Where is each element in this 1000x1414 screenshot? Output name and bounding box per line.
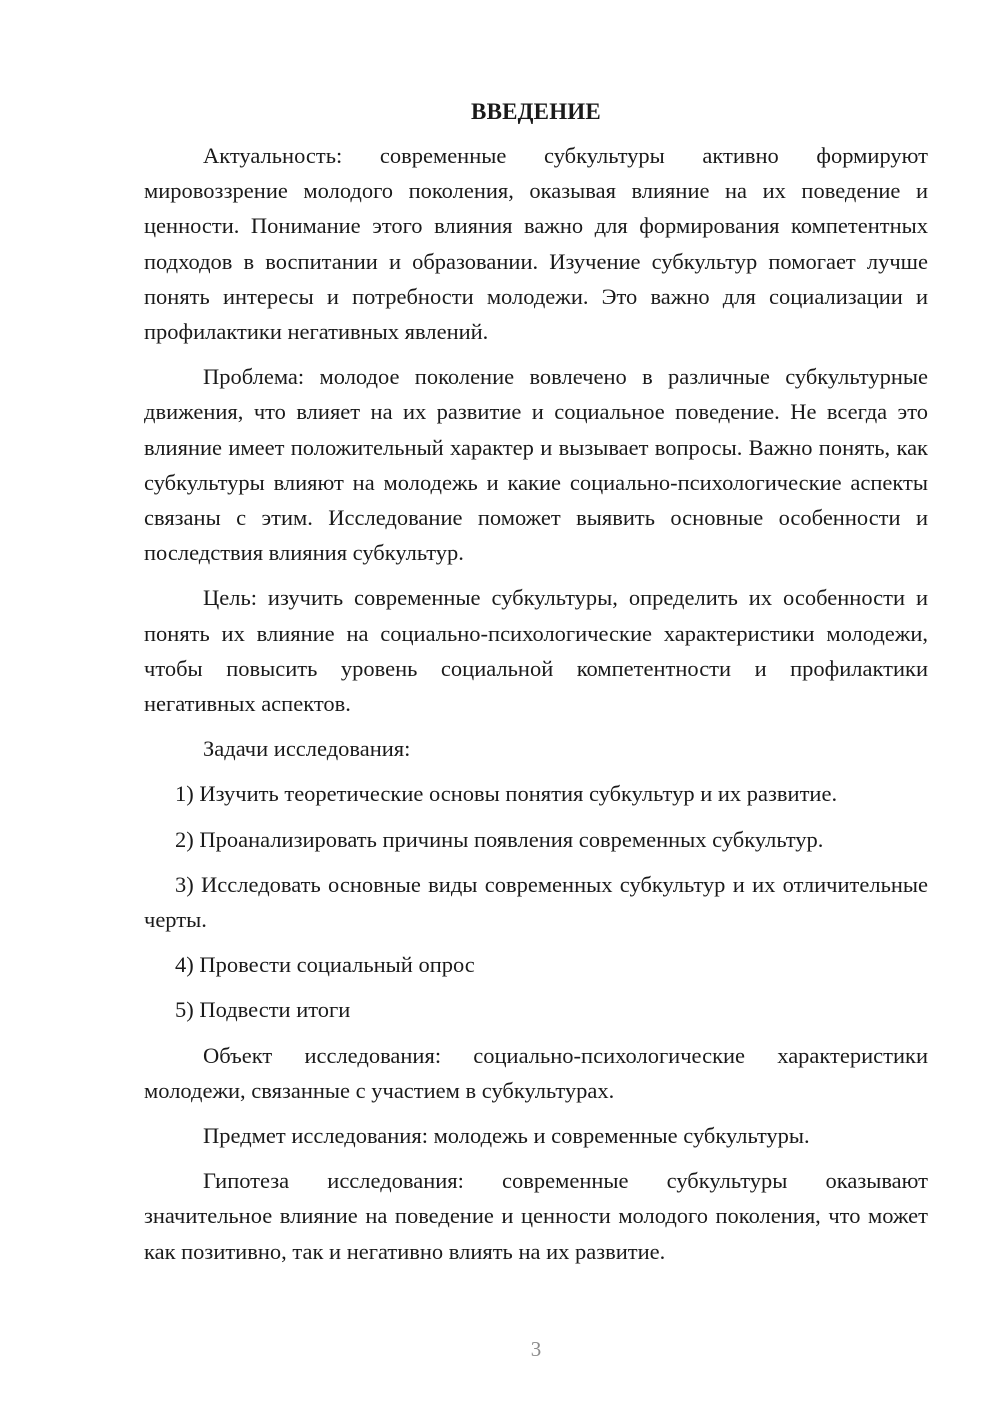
subject-paragraph: Предмет исследования: молодежь и современные субкультуры.	[203, 1123, 810, 1149]
task-item: 1) Изучить теоретические основы понятия субкультур и их развитие.	[175, 781, 838, 807]
task-item: 3) Исследовать основные виды современных субкультур и их отличительные черты.	[144, 871, 928, 933]
page-body	[144, 94, 928, 1269]
task-item: 5) Подвести итоги	[175, 997, 351, 1023]
page-number: 3	[530, 1337, 542, 1361]
relevance-paragraph: Актуальность: современные субкультуры активно формируют мировоззрение молодого поколения, оказывая влияние на их поведение и ценности. Понимание этого влияния важно для формирования компетентных подходов в воспитании и образовании. Изучение субкультур помогает лучше понять интересы и потребности молодежи. Это важно для социализации и профилактики негативных явлений.	[144, 143, 928, 345]
hypothesis-paragraph: Гипотеза исследования: современные субкультуры оказывают значительное влияние на поведение и ценности молодого поколения, что может как позитивно, так и негативно влиять на их развитие.	[144, 1168, 928, 1264]
object-paragraph: Объект исследования: социально-психологические характеристики молодежи, связанные с участием в субкультурах.	[144, 1042, 928, 1103]
tasks-heading: Задачи исследования:	[203, 736, 411, 762]
task-item: 4) Провести социальный опрос	[175, 952, 475, 978]
goal-paragraph: Цель: изучить современные субкультуры, определить их особенности и понять их влияние на социально-психологические характеристики молодежи, чтобы повысить уровень социальной компетентности и профилактики негативных аспектов.	[144, 585, 928, 717]
task-item: 2) Проанализировать причины появления современных субкультур.	[175, 826, 824, 852]
tasks-list	[144, 776, 928, 1027]
section-title: ВВЕДЕНИЕ	[471, 99, 601, 124]
problem-paragraph: Проблема: молодое поколение вовлечено в различные субкультурные движения, что влияет на их развитие и социальное поведение. Не всегда это влияние имеет положительный характер и вызывает вопросы. Важно понять, как субкультуры влияют на молодежь и какие социально-психологические аспекты связаны с этим. Исследование поможет выявить основные особенности и последствия влияния субкультур.	[144, 364, 928, 566]
